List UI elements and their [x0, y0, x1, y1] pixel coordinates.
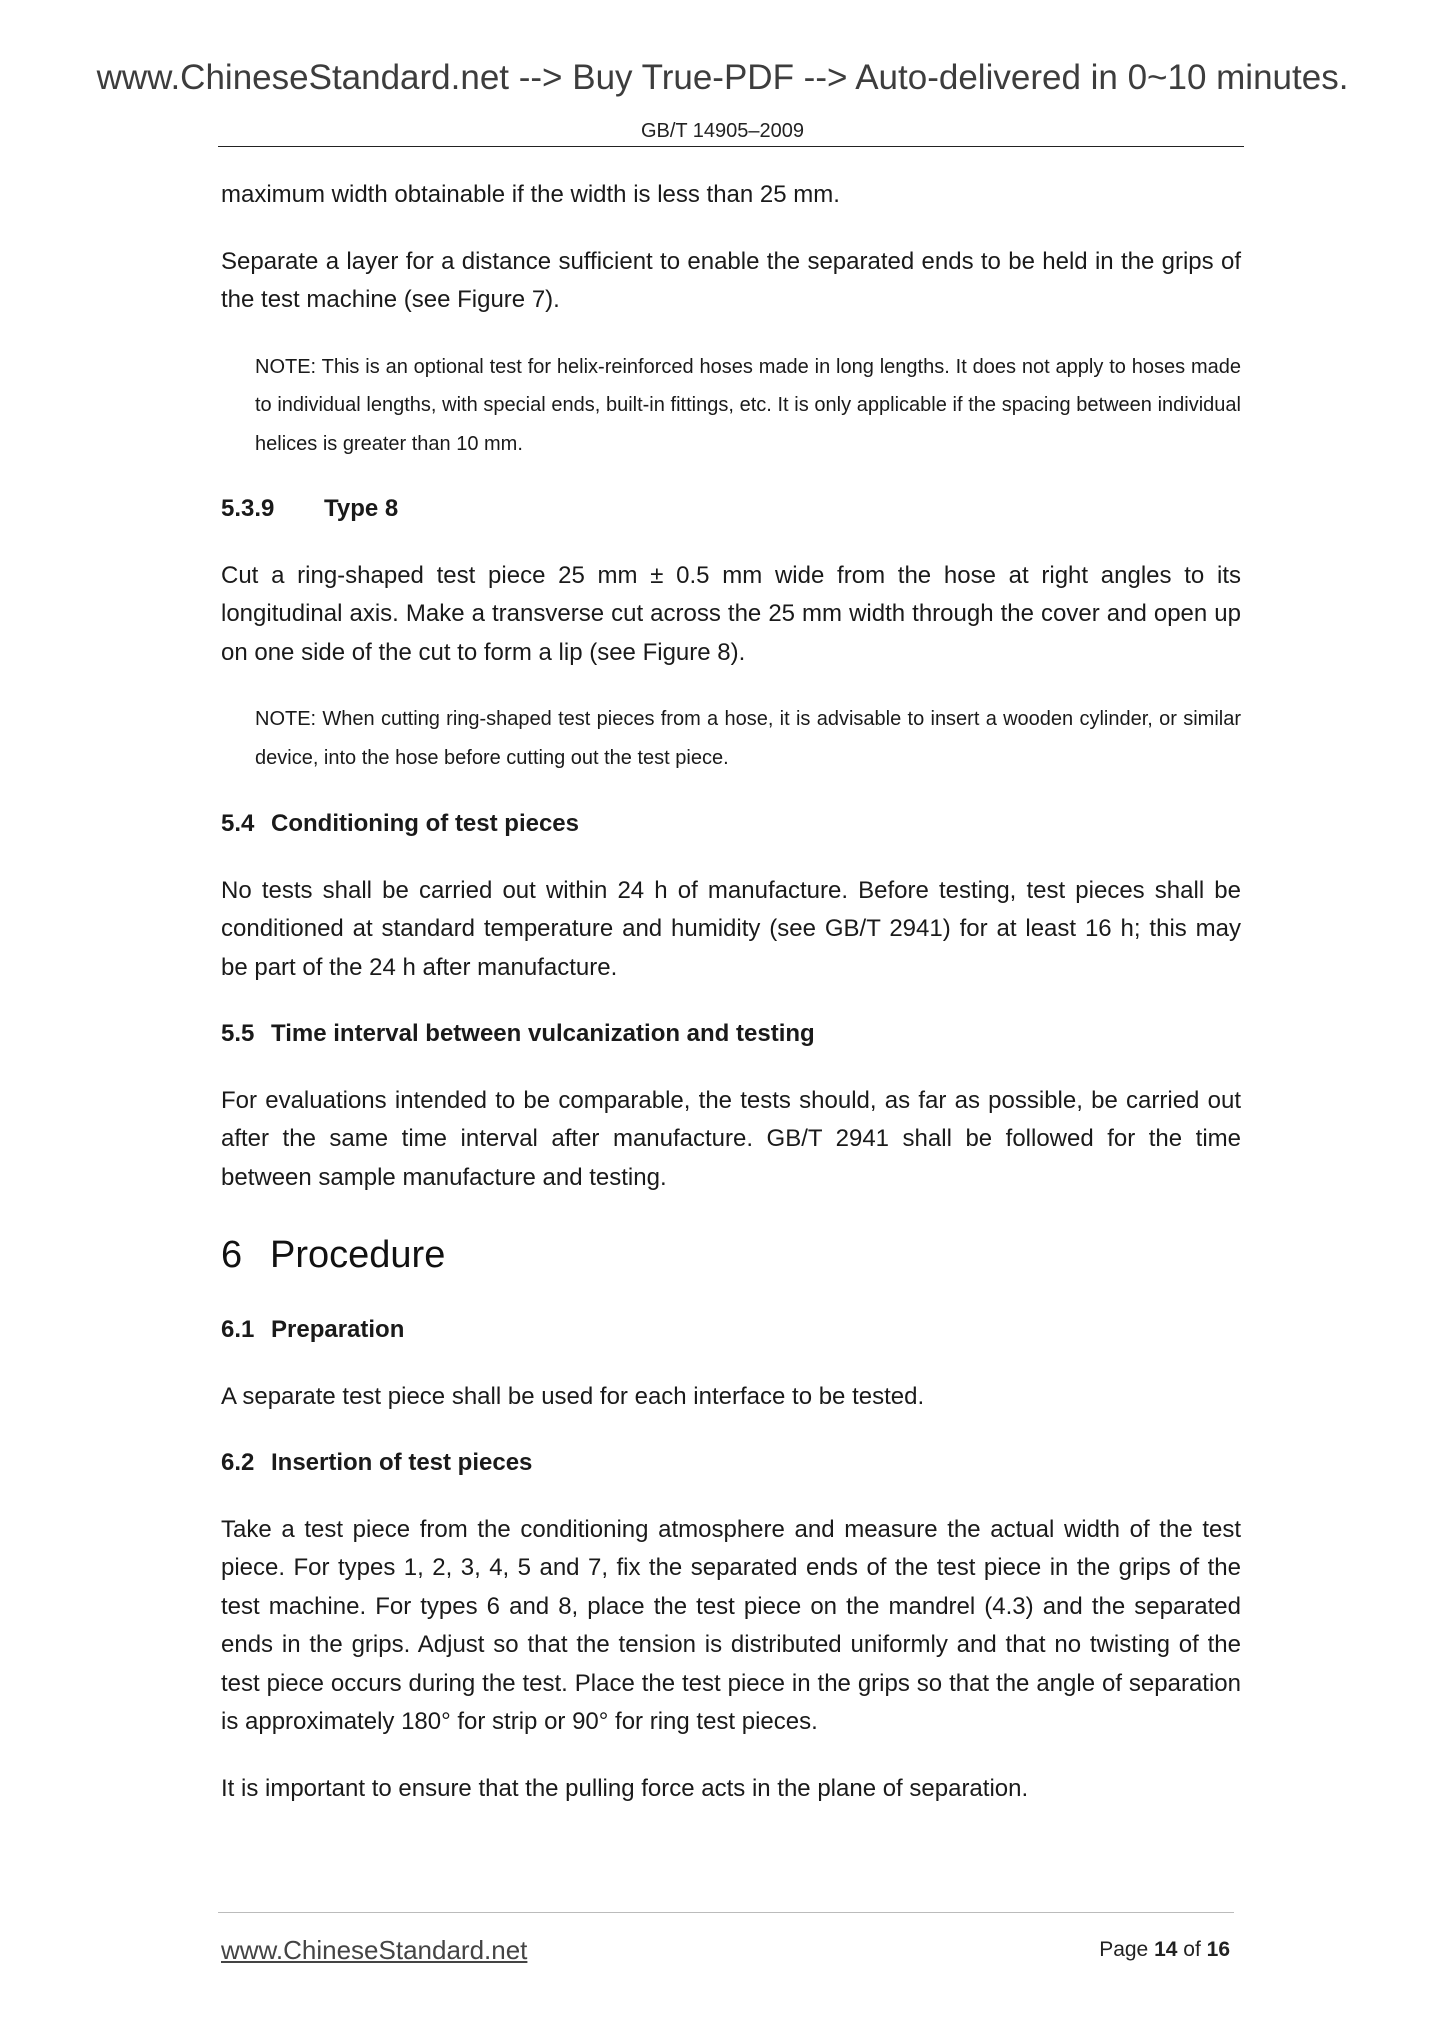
section-heading-6 — [221, 1231, 1241, 1279]
paragraph-conditioning: No tests shall be carried out within 24 h of manufacture. Before testing, test pieces shall be conditioned at standard temperature and humidity (see GB/T 2941) for at least 16 h; this may be part of the 24 h after manufacture. — [221, 876, 1241, 981]
page-total: 16 — [1206, 1938, 1230, 1961]
section-title: Insertion of test pieces — [271, 1449, 533, 1476]
header-rule — [218, 146, 1244, 147]
paragraph-preparation: A separate test piece shall be used for each interface to be tested. — [221, 1382, 925, 1410]
footer-rule — [218, 1912, 1234, 1913]
standard-code: GB/T 14905–2009 — [640, 120, 805, 142]
section-title: Conditioning of test pieces — [271, 810, 580, 837]
section-number: 5.4 — [221, 810, 255, 837]
footer-website-link[interactable]: www.ChineseStandard.net — [221, 1935, 528, 1965]
page-of: of — [1183, 1938, 1201, 1961]
paragraph-width: maximum width obtainable if the width is less than 25 mm. — [221, 181, 840, 208]
section-title: Procedure — [270, 1234, 446, 1276]
page-content — [221, 176, 1241, 1808]
page-label: Page — [1099, 1938, 1149, 1961]
note-helix-reinforced: NOTE: This is an optional test for helix-reinforced hoses made in long lengths. It does not apply to hoses made to individual lengths, with special ends, built-in fittings, etc. It is only applicable if the spacing between individual helices is greater than 10 mm. — [255, 355, 1241, 455]
section-number: 6.1 — [221, 1316, 255, 1343]
paragraph-pulling-force: It is important to ensure that the pulling force acts in the plane of separation. — [221, 1774, 1029, 1802]
page-number — [1099, 1938, 1230, 1962]
section-heading-5-3-9 — [221, 490, 1241, 529]
section-heading-6-2 — [221, 1444, 1241, 1483]
paragraph-type-8: Cut a ring-shaped test piece 25 mm ± 0.5 mm wide from the hose at right angles to its longitudinal axis. Make a transverse cut across the 25 mm width through the cover and open up on one side of the cut to form a lip (see Figure 8). — [221, 561, 1241, 666]
paragraph-separate-layer: Separate a layer for a distance sufficient to enable the separated ends to be held in the grips of the test machine (see Figure 7). — [221, 247, 1241, 313]
section-heading-6-1 — [221, 1311, 1241, 1350]
note-ring-shaped: NOTE: When cutting ring-shaped test pieces from a hose, it is advisable to insert a wooden cylinder, or similar device, into the hose before cutting out the test piece. — [255, 708, 1241, 769]
section-number: 6 — [221, 1234, 243, 1276]
page-current: 14 — [1154, 1938, 1178, 1961]
paragraph-time-interval: For evaluations intended to be comparable, the tests should, as far as possible, be carried out after the same time interval after manufacture. GB/T 2941 shall be followed for the time between sample manufacture and testing. — [221, 1086, 1241, 1191]
section-heading-5-4 — [221, 805, 1241, 844]
section-number: 6.2 — [221, 1449, 255, 1476]
section-number: 5.5 — [221, 1020, 255, 1047]
paragraph-insertion: Take a test piece from the conditioning atmosphere and measure the actual width of the test piece. For types 1, 2, 3, 4, 5 and 7, fix the separated ends of the test piece in the grips of the test machine. For types 6 and 8, place the test piece on the mandrel (4.3) and the separated ends in the grips. Adjust so that the tension is distributed uniformly and that no twisting of the test piece occurs during the test. Place the test piece in the grips so that the angle of separation is approximately 180° for strip or 90° for ring test pieces. — [221, 1515, 1241, 1735]
section-title: Preparation — [271, 1316, 405, 1343]
section-heading-5-5 — [221, 1015, 1241, 1054]
top-banner[interactable]: www.ChineseStandard.net --> Buy True-PDF --> Auto-delivered in 0~10 minutes. — [96, 58, 1349, 97]
section-title: Time interval between vulcanization and testing — [271, 1020, 815, 1047]
section-number: 5.3.9 — [221, 495, 275, 522]
section-title: Type 8 — [324, 495, 399, 522]
